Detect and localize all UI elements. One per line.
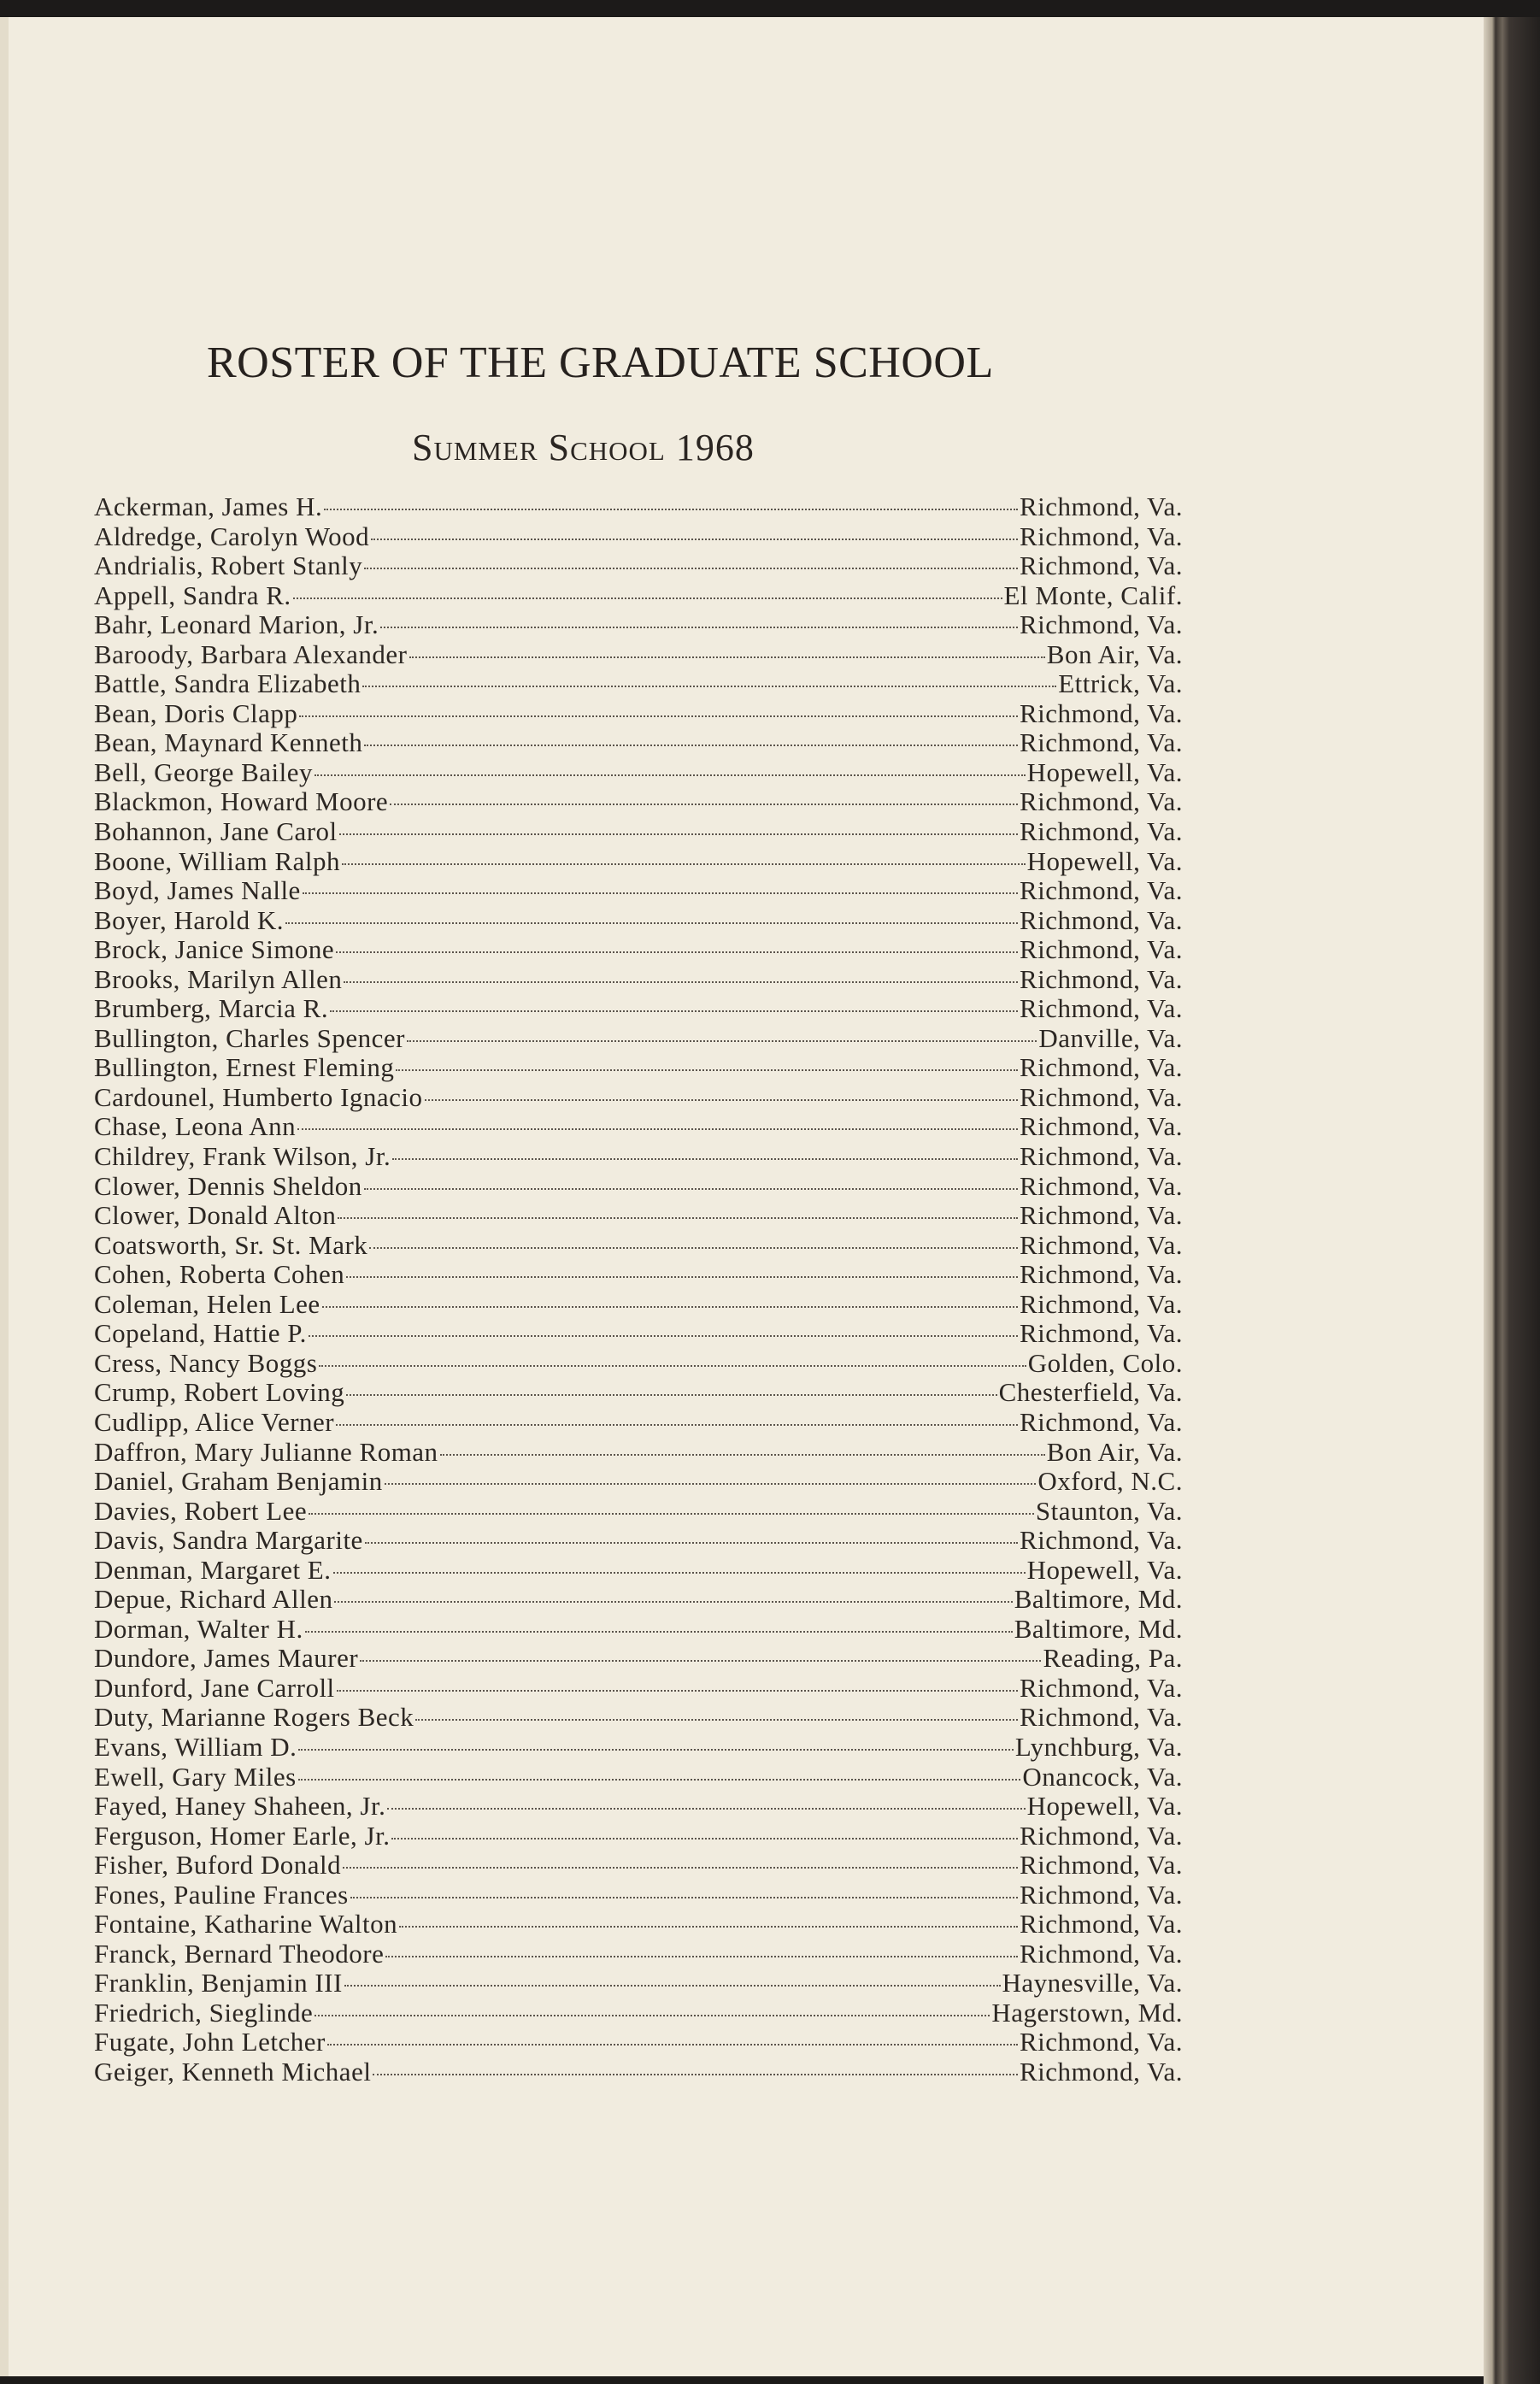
student-hometown: Danville, Va. (1038, 1022, 1183, 1053)
roster-entry (94, 876, 1183, 906)
student-name: Appell, Sandra R. (94, 580, 291, 610)
student-hometown: Richmond, Va. (1019, 904, 1183, 935)
student-hometown: Richmond, Va. (1019, 1170, 1183, 1201)
roster-entry (94, 1851, 1183, 1881)
roster-entry (94, 728, 1183, 758)
dot-leader (342, 862, 1026, 865)
roster-entry (94, 1231, 1183, 1261)
book-spine (1484, 17, 1540, 2384)
student-hometown: Richmond, Va. (1019, 1229, 1183, 1260)
student-hometown: Richmond, Va. (1019, 1938, 1183, 1969)
dot-leader (344, 980, 1018, 983)
student-hometown: Hopewell, Va. (1026, 1554, 1183, 1585)
student-name: Andrialis, Robert Stanly (94, 550, 363, 581)
roster-entry (94, 1290, 1183, 1320)
student-name: Dunford, Jane Carroll (94, 1672, 335, 1703)
student-name: Chase, Leona Ann (94, 1111, 297, 1142)
dot-leader (299, 715, 1018, 717)
student-hometown: Richmond, Va. (1019, 1111, 1183, 1142)
dot-leader (336, 951, 1018, 953)
roster-entry (94, 1260, 1183, 1290)
dot-leader (324, 508, 1018, 510)
student-hometown: El Monte, Calif. (1003, 580, 1183, 610)
dot-leader (322, 1305, 1018, 1308)
roster-entry (94, 1615, 1183, 1645)
student-hometown: Lynchburg, Va. (1014, 1731, 1183, 1762)
student-hometown: Richmond, Va. (1019, 550, 1183, 581)
student-hometown: Richmond, Va. (1019, 1672, 1183, 1703)
roster-entry (94, 2028, 1183, 2057)
dot-leader (373, 2073, 1018, 2075)
student-name: Battle, Sandra Elizabeth (94, 668, 361, 699)
student-name: Cardounel, Humberto Ignacio (94, 1081, 423, 1112)
dot-leader (390, 803, 1018, 805)
student-name: Daniel, Graham Benjamin (94, 1466, 383, 1497)
student-name: Ackerman, James H. (94, 492, 323, 521)
student-name: Boone, William Ralph (94, 845, 341, 876)
student-name: Franck, Bernard Theodore (94, 1938, 385, 1969)
dot-leader (343, 1866, 1018, 1869)
student-hometown: Richmond, Va. (1019, 963, 1183, 994)
student-name: Bohannon, Jane Carol (94, 816, 338, 847)
student-name: Clower, Dennis Sheldon (94, 1170, 362, 1201)
dot-leader (337, 1689, 1018, 1692)
dot-leader (365, 1541, 1018, 1544)
roster-entry (94, 1024, 1183, 1054)
student-hometown: Richmond, Va. (1019, 875, 1183, 906)
dot-leader (364, 567, 1018, 569)
roster-entry (94, 1319, 1183, 1349)
student-hometown: Richmond, Va. (1019, 1081, 1183, 1112)
roster-entry (94, 1940, 1183, 1969)
student-name: Blackmon, Howard Moore (94, 786, 389, 817)
roster-entry (94, 994, 1183, 1024)
student-hometown: Richmond, Va. (1019, 492, 1183, 521)
roster-entry (94, 1438, 1183, 1468)
student-name: Depue, Richard Allen (94, 1584, 333, 1615)
dot-leader (344, 1984, 1001, 1987)
roster-entry (94, 1733, 1183, 1763)
student-hometown: Bon Air, Va. (1046, 1436, 1183, 1467)
student-name: Crump, Robert Loving (94, 1377, 345, 1408)
student-name: Dundore, James Maurer (94, 1643, 359, 1674)
roster-entry (94, 1556, 1183, 1586)
student-name: Daffron, Mary Julianne Roman (94, 1436, 438, 1467)
dot-leader (415, 1718, 1018, 1721)
roster-entry (94, 1497, 1183, 1527)
roster-entry (94, 817, 1183, 847)
roster-entry (94, 581, 1183, 611)
roster-entry (94, 1674, 1183, 1704)
dot-leader (364, 1187, 1018, 1190)
student-hometown: Richmond, Va. (1019, 1288, 1183, 1319)
student-name: Clower, Donald Alton (94, 1200, 337, 1231)
dot-leader (327, 2043, 1018, 2046)
roster-entry (94, 669, 1183, 699)
roster-entry (94, 1998, 1183, 2028)
dot-leader (305, 1630, 1013, 1633)
student-name: Ferguson, Homer Earle, Jr. (94, 1820, 391, 1851)
student-name: Bell, George Bailey (94, 756, 314, 787)
student-name: Dorman, Walter H. (94, 1613, 303, 1644)
student-hometown: Richmond, Va. (1019, 1850, 1183, 1881)
roster-entry (94, 758, 1183, 788)
student-name: Baroody, Barbara Alexander (94, 639, 408, 669)
student-name: Fones, Pauline Frances (94, 1879, 349, 1910)
student-hometown: Oxford, N.C. (1037, 1466, 1183, 1497)
roster-entry (94, 935, 1183, 965)
student-hometown: Richmond, Va. (1019, 1879, 1183, 1910)
dot-leader (298, 1778, 1021, 1781)
student-name: Brumberg, Marcia R. (94, 993, 329, 1024)
student-name: Fisher, Buford Donald (94, 1850, 342, 1881)
roster-entry (94, 1822, 1183, 1851)
student-hometown: Richmond, Va. (1019, 934, 1183, 965)
student-hometown: Richmond, Va. (1019, 1525, 1183, 1556)
student-hometown: Bon Air, Va. (1046, 639, 1183, 669)
student-hometown: Baltimore, Md. (1014, 1584, 1183, 1615)
dot-leader (392, 1157, 1018, 1160)
student-name: Brock, Janice Simone (94, 934, 335, 965)
student-hometown: Staunton, Va. (1035, 1495, 1183, 1526)
dot-leader (396, 1068, 1018, 1071)
dot-leader (346, 1275, 1018, 1278)
book-page (0, 17, 1484, 2376)
student-hometown: Richmond, Va. (1019, 816, 1183, 847)
page-subtitle: Summer School 1968 (412, 427, 755, 468)
dot-leader (350, 1896, 1018, 1898)
dot-leader (391, 1837, 1017, 1840)
student-name: Fayed, Haney Shaheen, Jr. (94, 1791, 386, 1822)
student-hometown: Richmond, Va. (1019, 1200, 1183, 1231)
dot-leader (399, 1925, 1018, 1928)
student-name: Cohen, Roberta Cohen (94, 1259, 345, 1290)
dot-leader (285, 921, 1018, 924)
student-hometown: Chesterfield, Va. (998, 1377, 1183, 1408)
student-hometown: Onancock, Va. (1022, 1761, 1183, 1792)
dot-leader (407, 1039, 1037, 1042)
roster-list (94, 492, 1183, 2087)
student-hometown: Ettrick, Va. (1058, 668, 1183, 699)
student-hometown: Richmond, Va. (1019, 1141, 1183, 1172)
student-name: Bean, Doris Clapp (94, 698, 298, 728)
student-name: Bahr, Leonard Marion, Jr. (94, 609, 379, 640)
dot-leader (338, 1216, 1018, 1219)
student-name: Duty, Marianne Rogers Beck (94, 1702, 414, 1733)
dot-leader (333, 1571, 1026, 1574)
roster-entry (94, 1408, 1183, 1438)
student-hometown: Hopewell, Va. (1026, 1791, 1183, 1822)
student-hometown: Richmond, Va. (1019, 1259, 1183, 1290)
student-name: Evans, William D. (94, 1731, 297, 1762)
student-hometown: Richmond, Va. (1019, 1909, 1183, 1940)
student-name: Coleman, Helen Lee (94, 1288, 320, 1319)
student-hometown: Richmond, Va. (1019, 2056, 1183, 2087)
student-hometown: Reading, Pa. (1043, 1643, 1183, 1674)
roster-entry (94, 1792, 1183, 1822)
dot-leader (293, 597, 1002, 599)
roster-entry (94, 965, 1183, 995)
dot-leader (409, 656, 1045, 658)
roster-entry (94, 2057, 1183, 2087)
roster-entry (94, 1644, 1183, 1674)
roster-entry (94, 1969, 1183, 1998)
student-name: Boyer, Harold K. (94, 904, 284, 935)
roster-entry (94, 1112, 1183, 1142)
student-hometown: Richmond, Va. (1019, 1318, 1183, 1349)
student-hometown: Richmond, Va. (1019, 2027, 1183, 2057)
dot-leader (364, 744, 1018, 746)
dot-leader (314, 774, 1026, 776)
student-name: Boyd, James Nalle (94, 875, 301, 906)
student-hometown: Richmond, Va. (1019, 1820, 1183, 1851)
dot-leader (371, 538, 1018, 540)
roster-entry (94, 1172, 1183, 1202)
roster-entry (94, 847, 1183, 877)
student-hometown: Richmond, Va. (1019, 727, 1183, 758)
student-name: Childrey, Frank Wilson, Jr. (94, 1141, 391, 1172)
student-name: Coatsworth, Sr. St. Mark (94, 1229, 368, 1260)
student-name: Franklin, Benjamin III (94, 1968, 343, 1998)
student-hometown: Richmond, Va. (1019, 1406, 1183, 1437)
dot-leader (425, 1098, 1018, 1101)
dot-leader (369, 1246, 1018, 1249)
roster-entry (94, 1526, 1183, 1556)
dot-leader (298, 1748, 1013, 1751)
roster-entry (94, 610, 1183, 640)
roster-entry (94, 1378, 1183, 1408)
student-hometown: Golden, Colo. (1027, 1347, 1183, 1378)
student-name: Bean, Maynard Kenneth (94, 727, 363, 758)
dot-leader (385, 1955, 1018, 1957)
dot-leader (360, 1659, 1041, 1662)
student-name: Copeland, Hattie P. (94, 1318, 307, 1349)
student-name: Bullington, Ernest Fleming (94, 1052, 395, 1083)
roster-entry (94, 1349, 1183, 1379)
roster-entry (94, 1881, 1183, 1910)
roster-entry (94, 1142, 1183, 1172)
dot-leader (346, 1393, 996, 1396)
student-name: Friedrich, Sieglinde (94, 1997, 314, 2028)
roster-entry (94, 551, 1183, 581)
roster-entry (94, 1585, 1183, 1615)
student-name: Ewell, Gary Miles (94, 1761, 297, 1792)
student-hometown: Richmond, Va. (1019, 786, 1183, 817)
student-name: Fontaine, Katharine Walton (94, 1909, 398, 1940)
student-hometown: Richmond, Va. (1019, 1052, 1183, 1083)
dot-leader (336, 1423, 1018, 1426)
student-name: Davis, Sandra Margarite (94, 1525, 363, 1556)
roster-entry (94, 787, 1183, 817)
student-hometown: Richmond, Va. (1019, 1702, 1183, 1733)
dot-leader (385, 1482, 1037, 1485)
roster-entry (94, 640, 1183, 670)
student-hometown: Richmond, Va. (1019, 521, 1183, 551)
student-name: Cress, Nancy Boggs (94, 1347, 318, 1378)
roster-entry (94, 1763, 1183, 1792)
roster-entry (94, 699, 1183, 729)
dot-leader (319, 1364, 1026, 1367)
dot-leader (297, 1127, 1018, 1130)
dot-leader (387, 1807, 1025, 1810)
student-hometown: Richmond, Va. (1019, 609, 1183, 640)
student-name: Denman, Margaret E. (94, 1554, 332, 1585)
dot-leader (309, 1512, 1034, 1515)
roster-entry (94, 1053, 1183, 1083)
roster-entry (94, 1467, 1183, 1497)
student-hometown: Richmond, Va. (1019, 698, 1183, 728)
student-hometown: Baltimore, Md. (1014, 1613, 1183, 1644)
roster-entry (94, 1201, 1183, 1231)
page-title: ROSTER OF THE GRADUATE SCHOOL (207, 338, 994, 387)
dot-leader (339, 833, 1018, 835)
student-hometown: Richmond, Va. (1019, 993, 1183, 1024)
student-name: Geiger, Kenneth Michael (94, 2056, 372, 2087)
dot-leader (380, 626, 1018, 628)
student-name: Bullington, Charles Spencer (94, 1022, 405, 1053)
student-name: Aldredge, Carolyn Wood (94, 521, 370, 551)
dot-leader (440, 1453, 1045, 1456)
dot-leader (362, 685, 1056, 687)
dot-leader (314, 2014, 990, 2016)
roster-entry (94, 1703, 1183, 1733)
dot-leader (334, 1600, 1012, 1603)
student-name: Fugate, John Letcher (94, 2027, 326, 2057)
student-name: Brooks, Marilyn Allen (94, 963, 343, 994)
student-hometown: Hopewell, Va. (1026, 756, 1183, 787)
roster-entry (94, 492, 1183, 522)
roster-entry (94, 522, 1183, 552)
roster-entry (94, 1910, 1183, 1940)
student-hometown: Haynesville, Va. (1002, 1968, 1183, 1998)
student-hometown: Hagerstown, Md. (991, 1997, 1183, 2028)
roster-entry (94, 1083, 1183, 1113)
dot-leader (309, 1334, 1018, 1337)
roster-entry (94, 906, 1183, 936)
dot-leader (330, 1010, 1018, 1012)
dot-leader (303, 892, 1018, 894)
student-name: Cudlipp, Alice Verner (94, 1406, 335, 1437)
student-hometown: Hopewell, Va. (1026, 845, 1183, 876)
student-name: Davies, Robert Lee (94, 1495, 308, 1526)
